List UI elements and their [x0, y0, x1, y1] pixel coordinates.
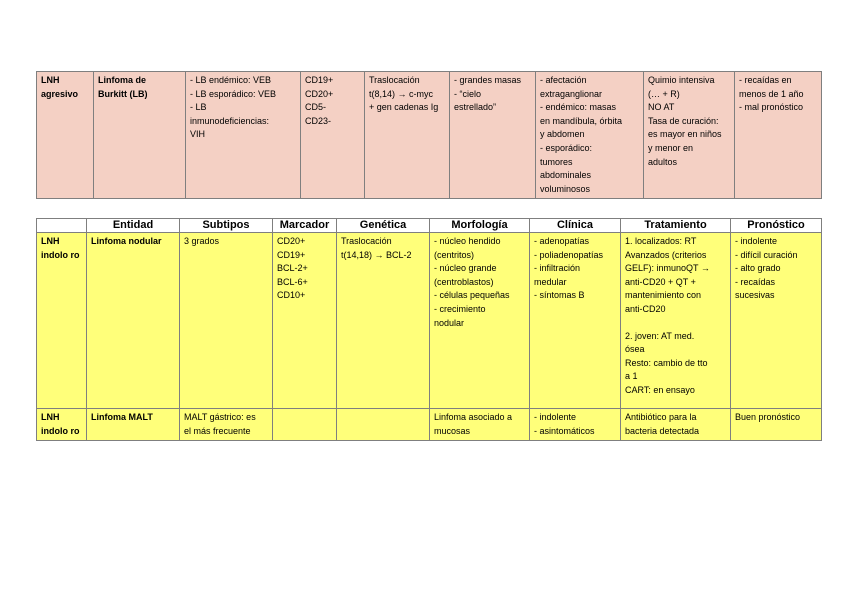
header-morfologia: Morfología — [430, 219, 530, 233]
cell-prognosis: - indolente - difícil curación - alto grado - recaídas sucesivas — [731, 233, 822, 409]
header-pronostico: Pronóstico — [731, 219, 822, 233]
cell-clinical: - adenopatías - poliadenopatías - infiltración medular - síntomas B — [530, 233, 621, 409]
table-row — [37, 409, 822, 441]
header-subtipos: Subtipos — [180, 219, 273, 233]
header-marcador: Marcador — [273, 219, 337, 233]
cell-morphology: - núcleo hendido (centritos) - núcleo grande (centroblastos) - células pequeñas - crecimiento nodular — [430, 233, 530, 409]
header-tratamiento: Tratamiento — [621, 219, 731, 233]
cell-category: LNH agresivo — [37, 72, 94, 199]
cell-treatment: Antibiótico para la bacteria detectada — [621, 409, 731, 441]
cell-markers: CD20+ CD19+ BCL-2+ BCL-6+ CD10+ — [273, 233, 337, 409]
table-header-row — [37, 219, 822, 233]
cell-subtypes: - LB endémico: VEB - LB esporádico: VEB - LB inmunodeficiencias: VIH — [186, 72, 301, 199]
header-empty — [37, 219, 87, 233]
header-genetica: Genética — [337, 219, 430, 233]
cell-clinical: - afectación extraganglionar - endémico: masas en mandíbula, órbita y abdomen - esporádico: tumores abdominales voluminosos — [536, 72, 644, 199]
table-row — [37, 72, 822, 199]
cell-entity: Linfoma MALT — [87, 409, 180, 441]
cell-genetics — [337, 409, 430, 441]
header-clinica: Clínica — [530, 219, 621, 233]
header-entidad: Entidad — [87, 219, 180, 233]
cell-morphology: - grandes masas - “cielo estrellado” — [450, 72, 536, 199]
indolent-lymphoma-table — [36, 218, 822, 441]
cell-morphology: Linfoma asociado a mucosas — [430, 409, 530, 441]
cell-markers — [273, 409, 337, 441]
cell-markers: CD19+ CD20+ CD5- CD23- — [301, 72, 365, 199]
cell-genetics: Traslocación t(14,18) → BCL-2 — [337, 233, 430, 409]
cell-genetics: Traslocación t(8,14) → c-myc + gen cadenas Ig — [365, 72, 450, 199]
cell-prognosis: Buen pronóstico — [731, 409, 822, 441]
table-row — [37, 233, 822, 409]
cell-prognosis: - recaídas en menos de 1 año - mal pronóstico — [735, 72, 822, 199]
cell-entity: Linfoma nodular — [87, 233, 180, 409]
cell-category: LNH indolo ro — [37, 233, 87, 409]
cell-subtypes: MALT gástrico: es el más frecuente — [180, 409, 273, 441]
cell-clinical: - indolente - asintomáticos — [530, 409, 621, 441]
cell-category: LNH indolo ro — [37, 409, 87, 441]
cell-entity: Linfoma de Burkitt (LB) — [94, 72, 186, 199]
cell-subtypes: 3 grados — [180, 233, 273, 409]
cell-treatment: 1. localizados: RT Avanzados (criterios GELF): inmunoQT → anti-CD20 + QT + mantenimiento con anti-CD20 2. joven: AT med. ósea Resto: cambio de tto a 1 CART: en ensayo — [621, 233, 731, 409]
burkitt-table — [36, 71, 822, 199]
cell-treatment: Quimio intensiva (… + R) NO AT Tasa de curación: es mayor en niños y menor en adultos — [644, 72, 735, 199]
